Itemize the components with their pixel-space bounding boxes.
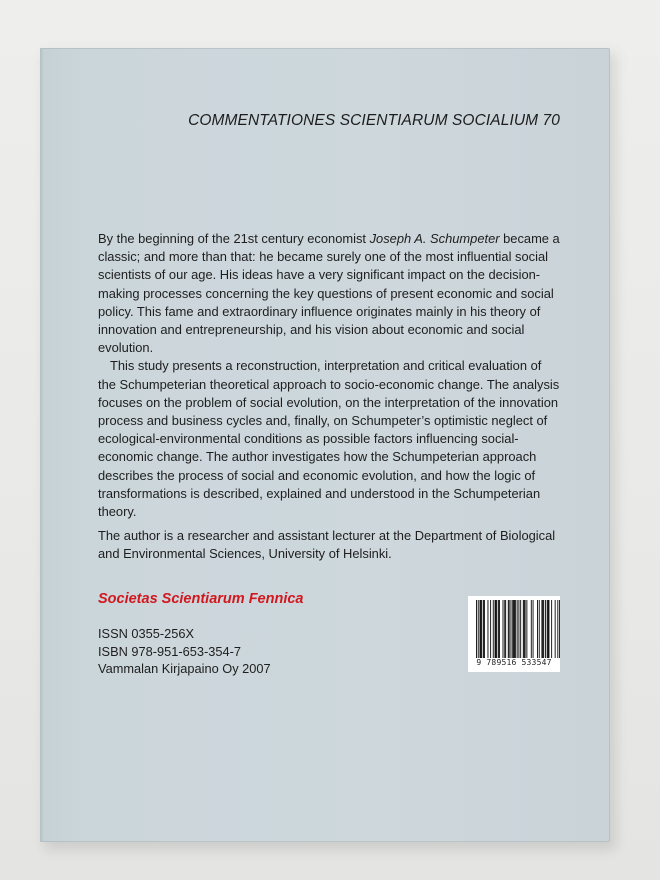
author-note: The author is a researcher and assistant lecturer at the Department of Biological and Environmental Sciences, University of Helsinki. [98,528,556,562]
barcode-bar [547,600,548,658]
barcode-bar [551,600,552,658]
barcode-bar [493,600,494,658]
barcode-bar [523,600,524,658]
barcode-bar [505,600,506,658]
barcode-bar [518,600,519,658]
issn: ISSN 0355-256X [98,626,195,641]
barcode-bar [549,600,550,658]
spine-edge [40,48,44,842]
barcode-bar [504,600,505,658]
barcode-bar [496,600,497,658]
barcode-bar [557,600,558,658]
abstract-paragraph-1 [98,230,560,357]
printer-info: Vammalan Kirjapaino Oy 2007 [98,661,271,677]
barcode-bar [542,600,543,658]
isbn: ISBN 978-951-653-354-7 [98,643,241,659]
author-name-italic: Joseph A. Schumpeter [369,231,500,246]
barcode-bar [483,600,484,658]
bibliographic-info [98,625,271,678]
abstract-paragraph-2: This study presents a reconstruction, interpretation and critical evaluation of the Schumpeterian theoretical approach to socio-economic change. The analysis focuses on the problem of social evolution, on the interpretation of the innovation process and business cycles and, finally, on Schumpeter’s optimistic neglect of ecological-environmental conditions as possible factors influencing social-economic change. The author investigates how the Schumpeterian approach describes the process of social and economic evolution, and how the logic of transformations is described, explained and understood in the Schumpeterian theory. [98,358,560,520]
barcode [468,596,560,672]
barcode-bar [513,600,514,658]
barcode-bar [490,600,491,658]
barcode-bar [524,600,525,658]
barcode-bar [510,600,511,658]
series-title: COMMENTATIONES SCIENTIARUM SOCIALIUM 70 [188,112,560,129]
barcode-bar [515,600,516,658]
barcode-bar [481,600,482,658]
barcode-bar [541,600,542,658]
barcode-bar [476,600,477,658]
barcode-bar [484,600,485,658]
barcode-digits: 9 789516 533547 [476,658,552,667]
barcode-bar [495,600,496,658]
barcode-bar [526,600,527,658]
barcode-bar [545,600,546,658]
abstract-p1-rest: became a classic; and more than that: he became surely one of the most influential social scientists of our age. His ideas have a very significant impact on the decision-making processes concerning the key questions of present economic and social policy. This fame and extraordinary influence originates mainly in his theory of innovation and entrepreneurship, and his vision about economic and social evolution. [98,231,560,356]
barcode-bar [517,600,518,658]
barcode-bar [559,600,560,658]
abstract-p1-start: By the beginning of the 21st century economist [98,231,370,246]
barcode-bar [487,600,488,658]
barcode-bar [539,600,540,658]
barcode-bar [480,600,481,658]
barcode-bar [531,600,532,658]
barcode-bar [509,600,510,658]
barcode-bar [508,600,509,658]
barcode-bar [499,600,500,658]
barcode-bar [525,600,526,658]
barcode-bar [480,600,481,658]
barcode-bar [498,600,499,658]
barcode-bar [514,600,515,658]
barcode-bar [543,600,544,658]
abstract-text [98,230,560,564]
barcode-bars [476,600,560,658]
barcode-bar [548,600,549,658]
barcode-bar [520,600,521,658]
barcode-bar [478,600,479,658]
barcode-bar [512,600,513,658]
barcode-bar [555,600,556,658]
barcode-bar [495,600,496,658]
barcode-bar [533,600,534,658]
barcode-bar [537,600,538,658]
barcode-bar [503,600,504,658]
publisher-name: Societas Scientiarum Fennica [98,591,304,607]
